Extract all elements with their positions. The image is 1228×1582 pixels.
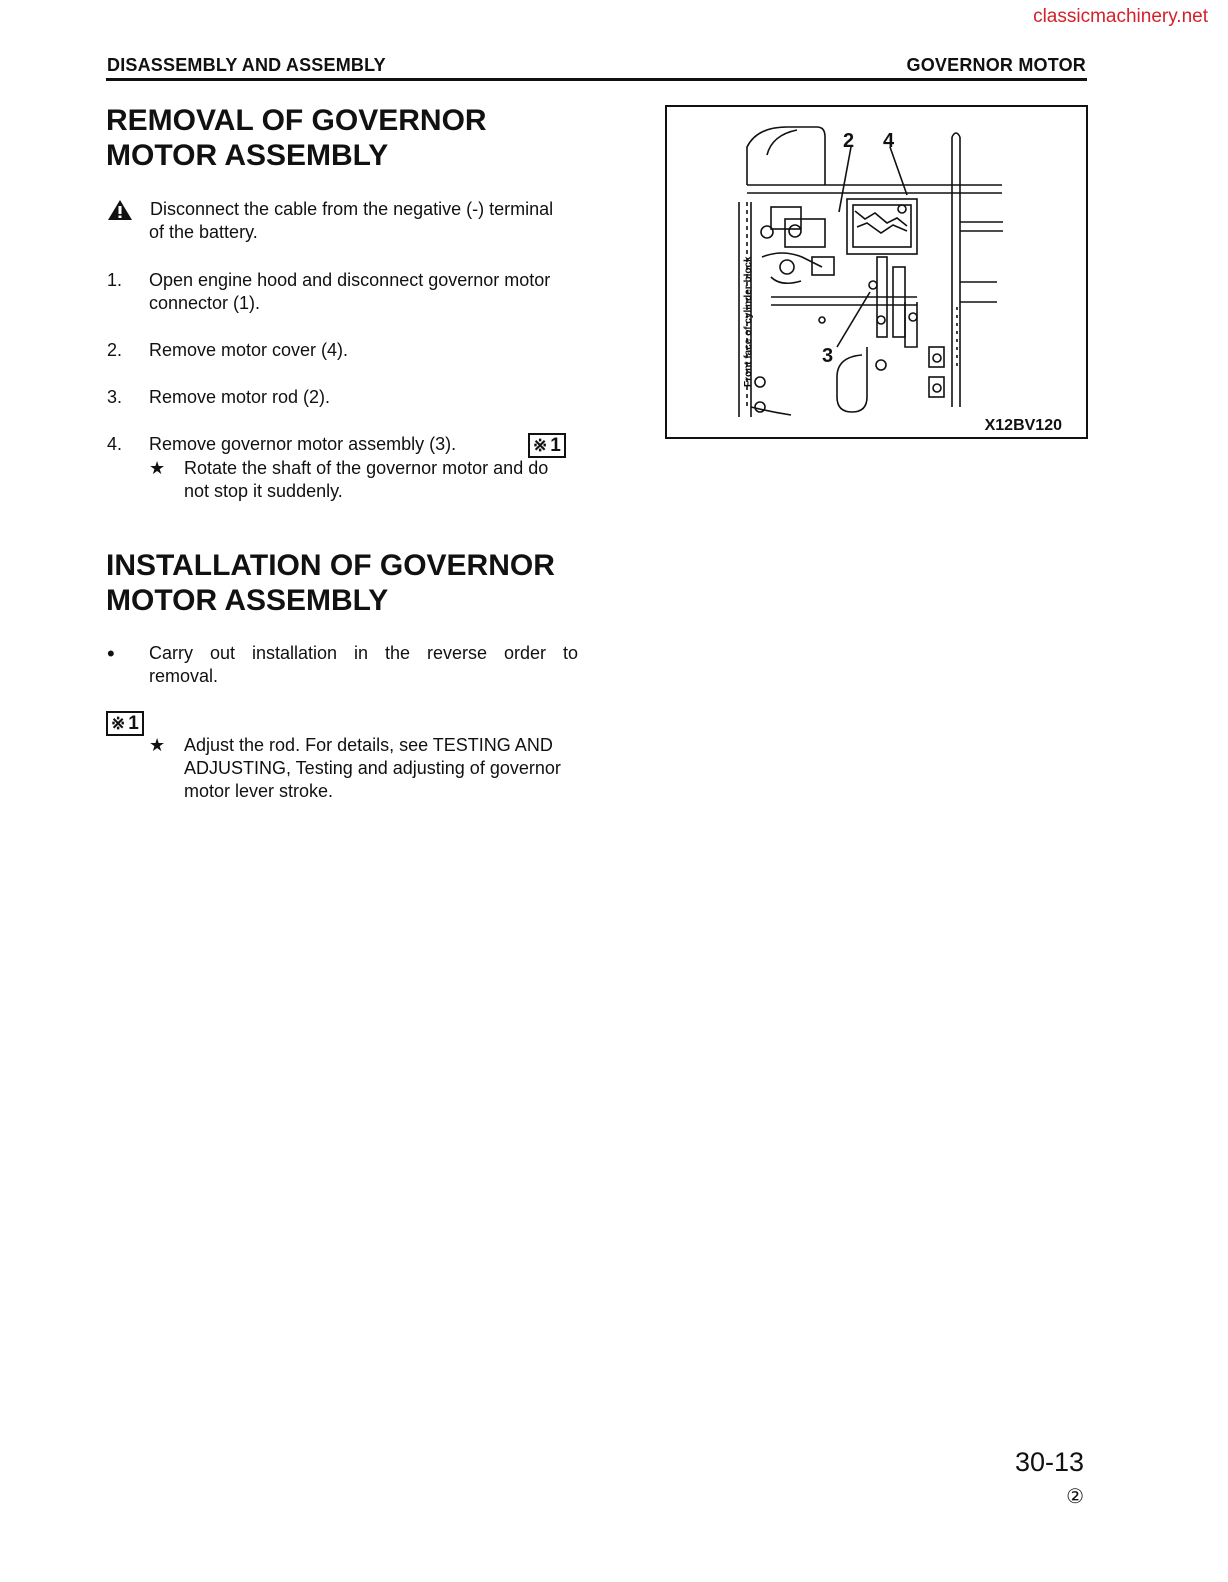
step-text: Remove motor rod (2).: [149, 387, 331, 407]
step-number: 2.: [107, 340, 123, 360]
header-topic-title: GOVERNOR MOTOR: [906, 55, 1086, 75]
warning-line2: of the battery.: [149, 222, 258, 242]
removal-heading: [106, 103, 487, 173]
step4-note-line2: not stop it suddenly.: [184, 481, 343, 501]
installation-bullet-line2: removal.: [149, 666, 219, 686]
installation-note-line3: motor lever stroke.: [184, 781, 334, 801]
bullet-icon: •: [107, 641, 115, 666]
installation-heading-line2: MOTOR ASSEMBLY: [106, 584, 389, 617]
reference-number: 1: [128, 712, 139, 734]
step-text: Open engine hood and disconnect governor motor: [149, 270, 551, 290]
step-text: Remove motor cover (4).: [149, 340, 349, 360]
step-text: Remove governor motor assembly (3).: [149, 434, 457, 454]
step4-note-line1: Rotate the shaft of the governor motor and do: [184, 458, 549, 478]
page-number: 30-13: [1014, 1447, 1084, 1477]
governor-motor-drawing: [667, 107, 1086, 437]
installation-heading: [106, 548, 555, 618]
revision-mark: ②: [1066, 1486, 1084, 1508]
step-text-cont: connector (1).: [149, 293, 261, 313]
star-icon: ★: [149, 735, 166, 755]
step-number: 4.: [107, 434, 123, 454]
step-number: 1.: [107, 270, 123, 290]
figure-callout-2: 2: [843, 130, 855, 152]
reference-mark: [528, 433, 566, 458]
figure-callout-3: 3: [822, 345, 834, 367]
figure-callout-4: 4: [883, 130, 895, 152]
header-rule: [106, 78, 1087, 81]
figure-id: X12BV120: [984, 417, 1062, 434]
reference-asterisk-icon: ※: [111, 713, 126, 733]
reference-asterisk-icon: ※: [533, 435, 548, 455]
star-icon: ★: [149, 458, 166, 478]
watermark: classicmachinery.net: [1033, 6, 1208, 27]
removal-heading-line2: MOTOR ASSEMBLY: [106, 139, 389, 172]
installation-note-line2: ADJUSTING, Testing and adjusting of governor: [184, 758, 561, 778]
header-section-title: DISASSEMBLY AND ASSEMBLY: [107, 55, 386, 75]
installation-reference-mark: [106, 711, 144, 736]
removal-heading-line1: REMOVAL OF GOVERNOR: [106, 104, 487, 137]
governor-motor-figure: [665, 105, 1088, 439]
installation-note-line1: Adjust the rod. For details, see TESTING AND: [184, 735, 553, 755]
installation-bullet-line1: Carry out installation in the reverse order to: [149, 643, 578, 663]
figure-side-label: Front face of cylinder block: [743, 256, 754, 387]
warning-line1: Disconnect the cable from the negative (-) terminal: [150, 199, 554, 219]
step-number: 3.: [107, 387, 123, 407]
reference-number: 1: [550, 434, 561, 456]
installation-heading-line1: INSTALLATION OF GOVERNOR: [106, 549, 555, 582]
warning-icon: [107, 199, 133, 221]
